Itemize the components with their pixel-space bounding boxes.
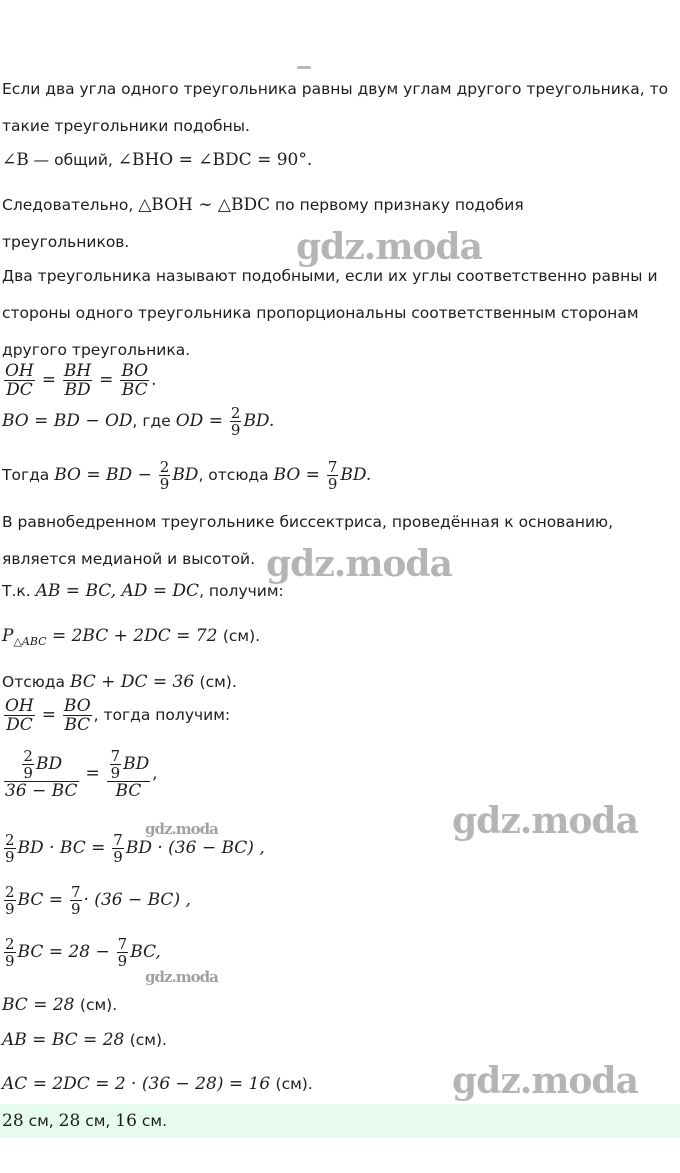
fraction [4,362,35,399]
answer-unit: см. [136,1112,167,1130]
denominator: BD [64,380,91,400]
answer-value: 28 [58,1111,81,1131]
math-expr: △BOH ∼ △BDC [138,195,271,215]
numerator: 2 [5,831,15,849]
fraction [120,362,149,399]
math-line [2,150,312,170]
period: . [151,370,157,390]
fraction [63,362,92,399]
equals-sign: = [41,370,56,390]
numerator: 7 [117,935,128,953]
math-line [2,748,158,800]
numerator: 2 [230,404,241,422]
numerator [4,748,79,782]
watermark-logo: gdz.moda [452,800,638,842]
numerator: OH [5,361,34,381]
denominator: BC [64,715,91,735]
denominator: 9 [110,764,121,782]
denominator: BC [121,380,148,400]
paragraph-line: является медианой и высотой. [2,550,256,568]
fraction [4,936,16,969]
answer-unit: см, [80,1112,116,1130]
comma: , [152,763,158,784]
math-expr: BC = 28 [2,995,80,1015]
denominator: 36 − BC [5,781,78,801]
math-line [2,581,284,601]
math-expr: BO = [273,465,320,485]
numerator: BO [121,361,149,381]
text-fragment: Тогда [2,466,55,484]
text-fragment: , где [132,412,176,430]
math-line [2,697,230,734]
unit-text: (см). [199,673,237,691]
math-expr: OD = [175,411,223,431]
denominator: 9 [5,900,15,918]
fraction [4,884,16,917]
numerator: 7 [327,458,338,476]
denominator: 9 [117,952,128,970]
math-expr: · (36 − BC) , [83,890,191,910]
fraction [112,832,124,865]
text-fragment: Т.к. [2,582,36,600]
watermark-logo-small: gdz.moda [145,968,218,986]
fraction [159,459,171,492]
answer-value: 16 [115,1111,137,1131]
math-line [2,936,161,969]
fraction [110,748,122,781]
fraction [70,884,82,917]
text-fragment: — общий, [28,151,118,169]
numerator: 7 [70,883,81,901]
math-expr: BD. [340,465,372,485]
math-expr: BC + DC = 36 [69,672,200,692]
numerator: 2 [5,883,15,901]
math-expr: BD [35,754,63,774]
paragraph-line: такие треугольники подобны. [2,117,250,135]
numerator [107,748,151,782]
answer-line [2,1111,167,1131]
text-fragment: по первому признаку подобия [270,196,524,214]
watermark-logo: gdz.moda [452,1060,638,1102]
math-line [2,672,237,692]
text-fragment: , отсюда [198,466,274,484]
paragraph-line: стороны одного треугольника пропорциональны соответственным сторонам [2,304,639,322]
subscript: △ABC [13,635,47,649]
watermark-logo: gdz.moda [296,226,482,268]
denominator: DC [6,380,33,400]
math-expr: BD. [243,411,275,431]
numerator: 2 [5,935,15,953]
math-line [2,1074,313,1094]
math-line [2,195,524,215]
unit-text: (см). [129,1031,167,1049]
math-expr: BD [123,754,150,774]
math-line [2,832,265,865]
math-expr: BO = BD − OD [2,411,133,431]
equals-sign: = [41,705,56,725]
denominator: 9 [327,475,338,493]
denominator: DC [6,715,33,735]
denominator: BC [115,781,142,801]
compound-fraction [107,748,151,800]
math-expr: BC = [17,890,64,910]
math-expr: BD [172,465,199,485]
numerator: 2 [23,747,33,765]
math-line [2,405,274,438]
math-line [2,362,157,399]
unit-text: (см). [79,996,118,1014]
denominator: 9 [5,952,15,970]
paragraph-line: Два треугольника называют подобными, если их углы соответственно равны и [2,267,658,285]
math-expr: BO = BD − [54,465,152,485]
math-expr: BD · BC = [17,838,106,858]
denominator: 9 [5,848,15,866]
top-divider-mark [297,66,311,69]
answer-value: 28 [2,1111,24,1131]
math-expr: AC = 2DC = 2 · (36 − 28) = 16 [2,1074,276,1094]
unit-text: (см). [275,1075,313,1093]
denominator: 9 [113,848,123,866]
text-fragment: , тогда получим: [93,706,231,724]
math-expr: = 2BC + 2DC = 72 [46,626,223,646]
fraction [117,936,129,969]
compound-fraction [4,748,79,800]
math-expr: AB = BC, AD = DC [35,581,200,601]
fraction [4,832,16,865]
answer-unit: см, [23,1112,59,1130]
math-line [2,1030,167,1050]
numerator: OH [5,696,34,716]
math-line [2,995,117,1015]
math-expr: AB = BC = 28 [2,1030,130,1050]
text-fragment: Отсюда [2,673,70,691]
numerator: 7 [110,747,121,765]
watermark-logo: gdz.moda [266,543,452,585]
math-expr: ∠BHO = ∠BDC = 90°. [117,150,313,170]
denominator: 9 [70,900,81,918]
math-line [2,884,191,917]
math-line [2,459,371,492]
numerator: 2 [159,458,170,476]
fraction [22,748,34,781]
paragraph-line: другого треугольника. [2,341,191,359]
unit-text: (см). [222,627,261,645]
equals-sign: = [85,763,100,784]
fraction [327,459,339,492]
watermark-logo-small: gdz.moda [145,820,218,838]
math-expr: P [2,626,14,646]
denominator: 9 [159,475,170,493]
numerator: BH [63,361,92,381]
math-expr: BD · (36 − BC) , [125,838,265,858]
text-fragment: Следовательно, [2,196,139,214]
paragraph-line: В равнобедренном треугольнике биссектриса, проведённая к основанию, [2,513,614,531]
denominator: 9 [230,421,241,439]
fraction [4,697,35,734]
math-expr: BC, [130,942,161,962]
equals-sign: = [99,370,114,390]
paragraph-line: Если два угла одного треугольника равны двум углам другого треугольника, то [2,80,669,98]
fraction [63,697,92,734]
numerator: BO [63,696,91,716]
denominator: 9 [23,764,33,782]
paragraph-line: треугольников. [2,233,130,251]
fraction [230,405,242,438]
math-expr: BC = 28 − [17,942,110,962]
math-expr: ∠B [2,150,29,170]
math-line [2,626,260,652]
numerator: 7 [113,831,123,849]
text-fragment: , получим: [199,582,284,600]
